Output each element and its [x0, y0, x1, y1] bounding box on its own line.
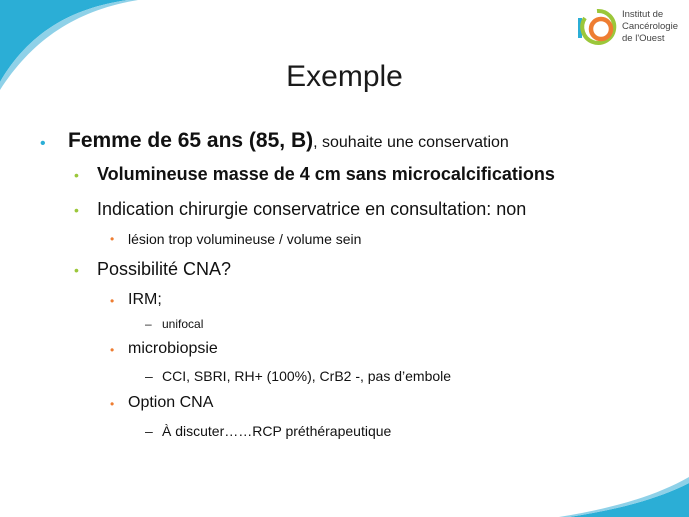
logo-rings-icon: [574, 4, 620, 50]
bullet-item-4: lésion trop volumineuse / volume sein: [128, 231, 362, 247]
bullet-item-11: À discuter……RCP préthérapeutique: [162, 423, 392, 439]
corner-swoosh-bottom-right: [549, 477, 689, 517]
logo-line-3: de l'Ouest: [622, 33, 665, 44]
bullet-item-2: Volumineuse masse de 4 cm sans microcalcifications: [97, 164, 555, 184]
bullet-item-5: Possibilité CNA?: [97, 259, 232, 279]
bullet-dot-icon: •: [74, 167, 79, 183]
bullet-dot-icon: •: [110, 343, 115, 357]
logo-line-1: Institut de: [622, 9, 664, 20]
dash-icon: –: [145, 317, 152, 331]
bullet-item-9: CCI, SBRI, RH+ (100%), CrB2 -, pas d’embole: [162, 368, 452, 384]
bullet-item-8: microbiopsie: [128, 340, 218, 357]
bullet-dot-icon: •: [40, 135, 46, 152]
bullet-item-10: Option CNA: [128, 394, 214, 411]
patient-summary-rest: , souhaite une conservation: [313, 134, 509, 151]
bullet-dot-icon: •: [110, 232, 115, 246]
bullet-dot-icon: •: [74, 262, 79, 278]
slide-title: Exemple: [286, 60, 403, 93]
institute-logo: [574, 4, 686, 50]
bullet-item-7: unifocal: [162, 317, 204, 331]
logo-line-2: Cancérologie: [622, 21, 678, 32]
bullet-dot-icon: •: [110, 397, 115, 411]
bullet-item-6: IRM;: [128, 291, 162, 308]
bullet-dot-icon: •: [110, 294, 115, 308]
bullet-item-3: Indication chirurgie conservatrice en consultation: non: [97, 199, 527, 219]
bullet-item-1: [68, 129, 509, 153]
patient-summary-bold: Femme de 65 ans (85, B): [68, 129, 314, 152]
dash-icon: –: [145, 423, 153, 439]
dash-icon: –: [145, 368, 153, 384]
bullet-dot-icon: •: [74, 202, 79, 218]
